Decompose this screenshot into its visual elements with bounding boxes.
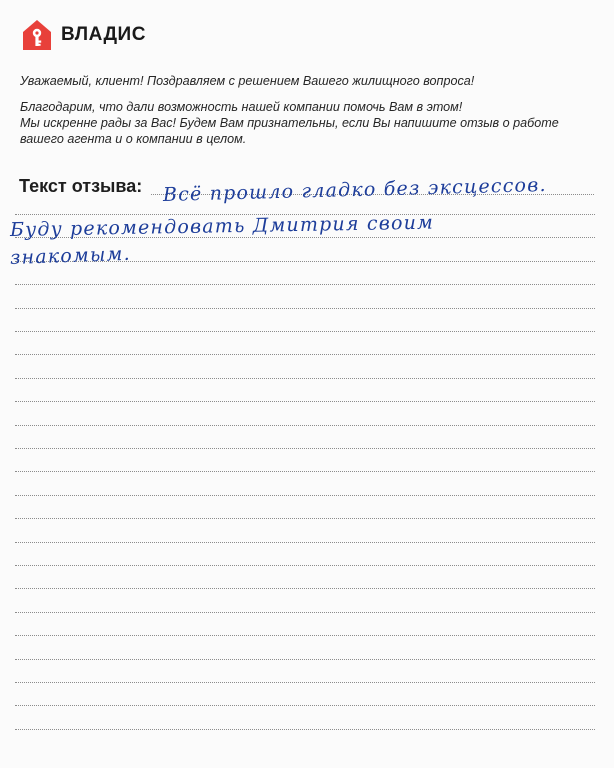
writing-line: [15, 729, 595, 730]
writing-line: [15, 261, 595, 262]
thanks-text-line-3: вашего агента и о компании в целом.: [20, 132, 247, 146]
writing-line: [15, 635, 595, 636]
writing-line: [15, 705, 595, 706]
writing-line: [15, 237, 595, 238]
handwritten-line: Буду рекомендовать Дмитрия своим: [9, 211, 435, 241]
review-title: Текст отзыва:: [19, 176, 143, 196]
writing-line: [15, 518, 595, 519]
writing-line: [15, 542, 595, 543]
writing-line: [15, 495, 595, 496]
writing-line: [15, 354, 595, 355]
writing-line: [15, 425, 595, 426]
brand-name: ВЛАДИС: [61, 24, 146, 45]
writing-line: [15, 378, 595, 379]
writing-line: [151, 194, 594, 195]
writing-line: [15, 448, 595, 449]
writing-line: [15, 612, 595, 613]
writing-line: [15, 308, 595, 309]
writing-line: [15, 565, 595, 566]
thanks-text-line-1: Благодарим, что дали возможность нашей компании помочь Вам в этом!: [20, 100, 463, 114]
greeting-text: Уважаемый, клиент! Поздравляем с решением Вашего жилищного вопроса!: [20, 74, 475, 88]
writing-line: [15, 588, 595, 589]
writing-line: [15, 331, 595, 332]
writing-line: [15, 659, 595, 660]
writing-line: [15, 401, 595, 402]
writing-line: [15, 471, 595, 472]
thanks-text-line-2: Мы искренне рады за Вас! Будем Вам признательны, если Вы напишите отзыв о работе: [20, 116, 559, 130]
writing-line: [15, 214, 595, 215]
writing-line: [15, 284, 595, 285]
handwritten-line: знакомым.: [9, 242, 132, 269]
writing-line: [15, 682, 595, 683]
handwritten-line: Всё прошло гладко без эксцессов.: [162, 173, 547, 206]
